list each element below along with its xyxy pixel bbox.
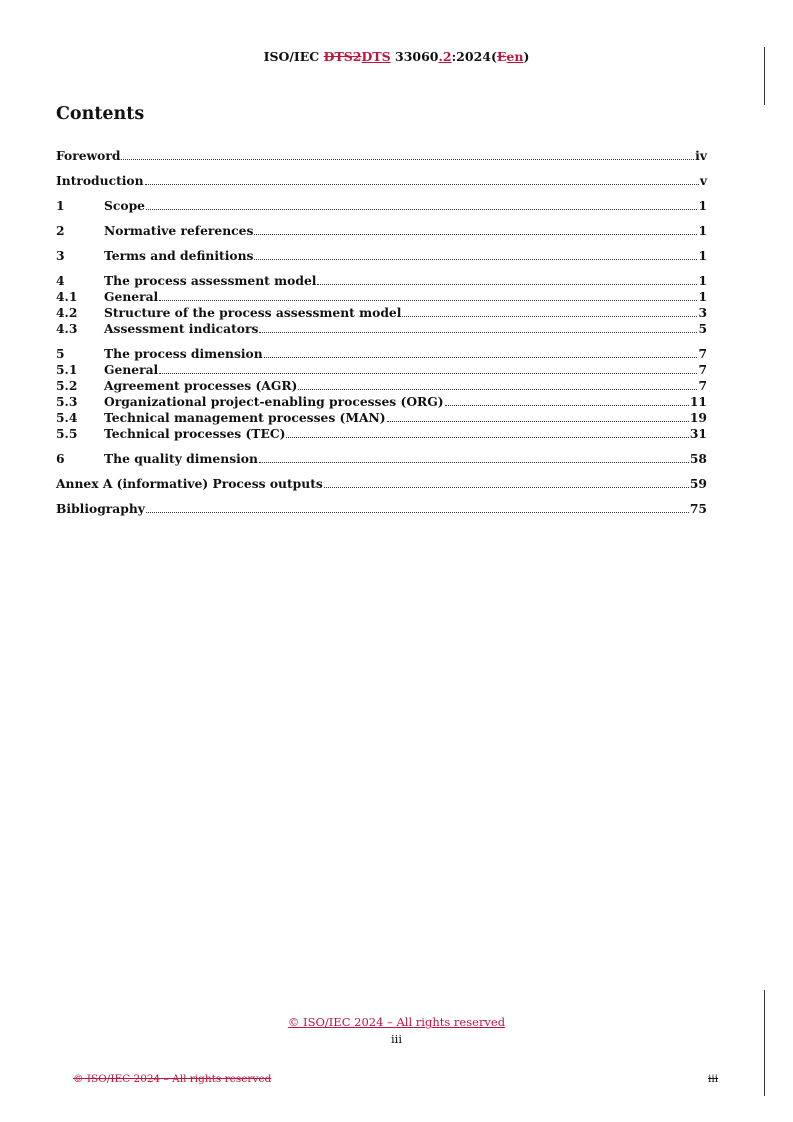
- toc-entry-title: Terms and definitions: [104, 248, 254, 263]
- toc-dot-leader: [286, 437, 688, 438]
- toc-dot-leader: [259, 332, 697, 333]
- toc-dot-leader: [121, 159, 694, 160]
- toc-dot-leader: [402, 316, 697, 317]
- header-deleted-language: E: [496, 49, 507, 64]
- toc-entry-title: Technical processes (TEC): [104, 426, 286, 441]
- header-deleted-text: DTS2: [323, 49, 362, 64]
- header-close: ): [523, 49, 530, 64]
- toc-entry[interactable]: [56, 223, 707, 239]
- toc-dot-leader: [254, 259, 697, 260]
- toc-entry-page: 1: [698, 273, 707, 288]
- toc-entry-number: 5.4: [56, 410, 78, 425]
- toc-dot-leader: [159, 300, 697, 301]
- footer-copyright-deleted: © ISO/IEC 2024 – All rights reserved: [73, 1073, 272, 1085]
- toc-entry-page: 1: [698, 198, 707, 213]
- header-number: 33060: [390, 49, 439, 64]
- toc-entry-page: 59: [689, 476, 707, 491]
- toc-entry-page: 7: [698, 346, 707, 361]
- toc-dot-leader: [264, 357, 698, 358]
- toc-entry[interactable]: [56, 410, 707, 426]
- header-inserted-text: DTS: [361, 49, 391, 64]
- header-year: :2024(: [451, 49, 497, 64]
- toc-entry-page: 1: [698, 248, 707, 263]
- toc-entry-number: 4.1: [56, 289, 78, 304]
- toc-entry[interactable]: [56, 173, 707, 189]
- toc-entry-page: 11: [689, 394, 707, 409]
- toc-entry[interactable]: [56, 248, 707, 264]
- toc-entry-title: Scope: [104, 198, 145, 213]
- toc-dot-leader: [146, 209, 697, 210]
- toc-entry[interactable]: [56, 289, 707, 305]
- table-of-contents: [56, 148, 707, 517]
- toc-entry-number: 4.2: [56, 305, 78, 320]
- document-header: [0, 49, 793, 64]
- toc-dot-leader: [387, 421, 689, 422]
- toc-entry-title: The process assessment model: [104, 273, 317, 288]
- toc-dot-leader: [145, 184, 699, 185]
- toc-dot-leader: [254, 234, 697, 235]
- toc-entry-page: 5: [698, 321, 707, 336]
- header-prefix: ISO/IEC: [263, 49, 324, 64]
- toc-entry-title: General: [104, 289, 159, 304]
- toc-entry[interactable]: [56, 378, 707, 394]
- toc-entry-title: The process dimension: [104, 346, 263, 361]
- toc-entry-title: General: [104, 362, 159, 377]
- toc-entry[interactable]: [56, 198, 707, 214]
- footer-copyright-inserted: © ISO/IEC 2024 – All rights reserved: [287, 1015, 506, 1029]
- toc-entry-number: 5.2: [56, 378, 78, 393]
- toc-entry-title: Foreword: [56, 148, 121, 163]
- toc-entry-page: 75: [689, 501, 707, 516]
- toc-entry-title: Bibliography: [56, 501, 145, 516]
- toc-entry[interactable]: [56, 426, 707, 442]
- toc-dot-leader: [159, 373, 697, 374]
- toc-entry[interactable]: [56, 321, 707, 337]
- toc-entry-title: Normative references: [104, 223, 254, 238]
- toc-entry-title: Assessment indicators: [104, 321, 259, 336]
- toc-entry[interactable]: [56, 451, 707, 467]
- toc-entry-number: 4: [56, 273, 65, 288]
- header-inserted-part: .2: [438, 49, 452, 64]
- toc-entry[interactable]: [56, 362, 707, 378]
- toc-dot-leader: [324, 487, 689, 488]
- toc-entry-number: 5: [56, 346, 65, 361]
- toc-entry[interactable]: [56, 273, 707, 289]
- toc-entry-page: 31: [689, 426, 707, 441]
- toc-entry-number: 5.3: [56, 394, 78, 409]
- toc-entry-page: 58: [689, 451, 707, 466]
- toc-dot-leader: [146, 512, 689, 513]
- toc-entry-page: iv: [695, 148, 707, 163]
- toc-entry-number: 4.3: [56, 321, 78, 336]
- contents-title: Contents: [56, 104, 145, 124]
- toc-entry[interactable]: [56, 305, 707, 321]
- toc-entry[interactable]: [56, 346, 707, 362]
- toc-entry-page: 1: [698, 223, 707, 238]
- toc-entry-number: 1: [56, 198, 65, 213]
- toc-dot-leader: [445, 405, 689, 406]
- toc-entry[interactable]: [56, 394, 707, 410]
- toc-entry-number: 3: [56, 248, 65, 263]
- toc-entry-title: Structure of the process assessment model: [104, 305, 402, 320]
- header-inserted-language: en: [506, 49, 524, 64]
- toc-entry-title: Agreement processes (AGR): [104, 378, 298, 393]
- toc-entry-title: Technical management processes (MAN): [104, 410, 386, 425]
- toc-entry[interactable]: [56, 476, 707, 492]
- toc-entry-page: 3: [698, 305, 707, 320]
- footer-page-number: iii: [390, 1032, 403, 1046]
- footer-page-number-deleted: iii: [708, 1073, 719, 1085]
- toc-entry[interactable]: [56, 148, 707, 164]
- toc-entry-number: 5.1: [56, 362, 78, 377]
- toc-entry-number: 2: [56, 223, 65, 238]
- toc-entry-title: Introduction: [56, 173, 144, 188]
- toc-entry-page: 7: [698, 362, 707, 377]
- toc-entry-page: 7: [698, 378, 707, 393]
- toc-entry[interactable]: [56, 501, 707, 517]
- toc-entry-page: v: [699, 173, 707, 188]
- toc-entry-number: 5.5: [56, 426, 78, 441]
- toc-dot-leader: [259, 462, 689, 463]
- toc-entry-number: 6: [56, 451, 65, 466]
- toc-entry-title: The quality dimension: [104, 451, 258, 466]
- toc-entry-page: 1: [698, 289, 707, 304]
- toc-entry-title: Organizational project-enabling processes (ORG): [104, 394, 444, 409]
- toc-dot-leader: [317, 284, 697, 285]
- toc-entry-page: 19: [689, 410, 707, 425]
- toc-entry-title: Annex A (informative) Process outputs: [56, 476, 323, 491]
- toc-dot-leader: [298, 389, 697, 390]
